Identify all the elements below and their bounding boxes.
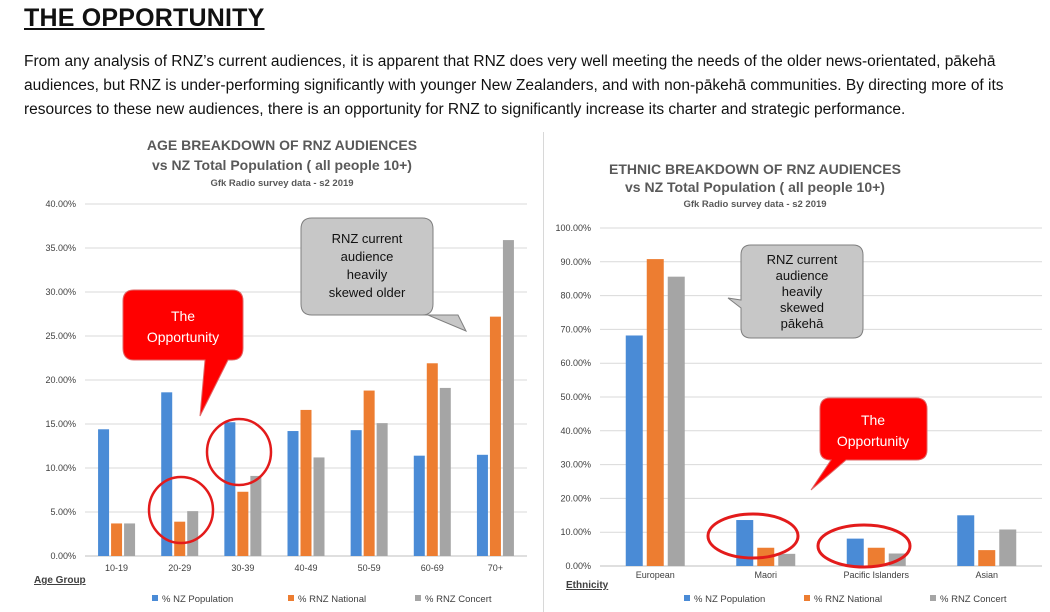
legend	[152, 594, 492, 605]
y-axis-ticks	[555, 223, 591, 571]
x-axis-ticks	[105, 563, 503, 573]
x-tick-label: Asian	[975, 570, 999, 580]
legend-swatch	[930, 595, 936, 601]
bar-asian-concert	[999, 529, 1016, 566]
skewed-pakeha-callout	[728, 245, 863, 338]
bar-european-population	[626, 335, 643, 566]
page-title: THE OPPORTUNITY	[24, 4, 265, 32]
x-tick-label: 50-59	[357, 563, 381, 573]
y-tick-label: 30.00%	[45, 287, 76, 297]
legend	[684, 594, 1007, 605]
legend-label: % RNZ National	[814, 594, 883, 605]
x-tick-label: Pacific Islanders	[843, 570, 910, 580]
bar-50-59-population	[351, 430, 362, 556]
bar-30-39-national	[237, 492, 248, 556]
bar-50-59-concert	[377, 423, 388, 556]
x-axis-title: Ethnicity	[566, 580, 609, 591]
bar-70--population	[477, 455, 488, 556]
bar-asian-population	[957, 515, 974, 566]
highlight-ring-pacific	[818, 525, 910, 567]
y-axis-ticks	[45, 199, 76, 561]
callout-line-1: RNZ current	[766, 252, 838, 267]
legend-label: % NZ Population	[694, 594, 766, 605]
bar-70--national	[490, 317, 501, 556]
callout-word-1: The	[860, 412, 886, 428]
x-axis-ticks	[636, 570, 998, 580]
y-tick-label: 0.00%	[50, 551, 76, 561]
legend-swatch	[415, 595, 421, 601]
bar-european-concert	[668, 277, 685, 566]
x-tick-label: 70+	[487, 563, 504, 573]
opportunity-callout	[811, 398, 927, 490]
y-tick-label: 30.00%	[560, 459, 591, 470]
ethnic-chart	[546, 128, 1050, 612]
y-tick-label: 20.00%	[45, 375, 76, 385]
callout-line-3: heavily	[781, 284, 823, 299]
chart-title-line2: vs NZ Total Population ( all people 10+)	[625, 179, 885, 195]
x-tick-label: 20-29	[168, 563, 192, 573]
x-tick-label: 30-39	[231, 563, 255, 573]
callout-word-2: Opportunity	[146, 329, 220, 345]
bar-10-19-population	[98, 429, 109, 556]
legend-swatch	[804, 595, 810, 601]
chart-title-line2: vs NZ Total Population ( all people 10+)	[152, 157, 412, 173]
x-tick-label: 60-69	[420, 563, 444, 573]
x-tick-label: 40-49	[294, 563, 318, 573]
x-tick-label: European	[635, 570, 675, 580]
y-tick-label: 10.00%	[560, 527, 591, 538]
chart-title: ETHNIC BREAKDOWN OF RNZ AUDIENCES	[609, 161, 901, 177]
chart-divider	[543, 132, 544, 612]
bar-60-69-national	[427, 363, 438, 556]
intro-paragraph: From any analysis of RNZ’s current audiences, it is apparent that RNZ does very well meeting the needs of the older news-orientated, pākehā audiences, but RNZ is under-performing significantly with younger New Zealanders, and with non-pākehā communities. By directing more of its resources to these new audiences, there is an opportunity for RNZ to significantly increase its charter and strategic performance.	[24, 53, 1004, 118]
x-axis-title: Age Group	[34, 575, 86, 586]
y-tick-label: 40.00%	[45, 199, 76, 209]
y-tick-label: 70.00%	[560, 324, 591, 335]
y-tick-label: 25.00%	[45, 331, 76, 341]
bar-maori-concert	[778, 554, 795, 566]
bar-40-49-concert	[314, 457, 325, 556]
legend-swatch	[684, 595, 690, 601]
y-tick-label: 40.00%	[560, 425, 591, 436]
bar-pacific-islanders-population	[847, 539, 864, 566]
y-tick-label: 10.00%	[45, 463, 76, 473]
y-tick-label: 100.00%	[555, 223, 591, 233]
highlight-ring-30-39	[207, 419, 271, 485]
callout-line-4: skewed older	[328, 285, 406, 300]
y-tick-label: 0.00%	[565, 561, 591, 571]
legend-swatch	[288, 595, 294, 601]
y-tick-label: 5.00%	[50, 507, 76, 517]
legend-label: % RNZ Concert	[425, 594, 492, 605]
callout-line-4: skewed	[779, 300, 825, 315]
bar-30-39-population	[224, 422, 235, 556]
bar-10-19-concert	[124, 523, 135, 556]
legend-label: % RNZ Concert	[940, 594, 1007, 605]
y-tick-label: 15.00%	[45, 419, 76, 429]
callout-word-2: Opportunity	[836, 433, 910, 449]
callout-word-1: The	[170, 308, 196, 324]
bar-60-69-concert	[440, 388, 451, 556]
chart-title: AGE BREAKDOWN OF RNZ AUDIENCES	[146, 137, 418, 153]
y-tick-label: 20.00%	[560, 493, 591, 504]
bar-european-national	[647, 259, 664, 566]
bar-pacific-islanders-national	[868, 548, 885, 566]
y-tick-label: 50.00%	[560, 392, 591, 402]
callout-line-5: pākehā	[780, 316, 824, 331]
chart-subtitle: Gfk Radio survey data - s2 2019	[683, 199, 827, 210]
bar-70--concert	[503, 240, 514, 556]
skewed-older-callout	[301, 218, 466, 331]
bar-40-49-national	[301, 410, 312, 556]
callout-line-3: heavily	[346, 267, 388, 282]
x-tick-label: Maori	[754, 570, 778, 580]
bar-asian-national	[978, 550, 995, 566]
bar-20-29-population	[161, 392, 172, 556]
x-tick-label: 10-19	[105, 563, 129, 573]
legend-swatch	[152, 595, 158, 601]
y-tick-label: 80.00%	[560, 290, 591, 301]
bar-20-29-concert	[187, 511, 198, 556]
y-tick-label: 35.00%	[45, 243, 76, 253]
bar-60-69-population	[414, 456, 425, 556]
bar-20-29-national	[174, 522, 185, 556]
bar-30-39-concert	[250, 476, 261, 556]
bar-50-59-national	[364, 391, 375, 556]
bar-10-19-national	[111, 523, 122, 556]
bar-40-49-population	[288, 431, 299, 556]
callout-line-2: audience	[340, 249, 394, 264]
opportunity-callout	[123, 290, 243, 416]
chart-subtitle: Gfk Radio survey data - s2 2019	[210, 178, 354, 189]
callout-line-2: audience	[775, 268, 829, 283]
callout-line-1: RNZ current	[331, 231, 403, 246]
y-tick-label: 90.00%	[560, 256, 591, 267]
legend-label: % NZ Population	[162, 594, 234, 605]
y-tick-label: 60.00%	[560, 358, 591, 369]
legend-label: % RNZ National	[298, 594, 367, 605]
age-chart	[20, 128, 540, 612]
